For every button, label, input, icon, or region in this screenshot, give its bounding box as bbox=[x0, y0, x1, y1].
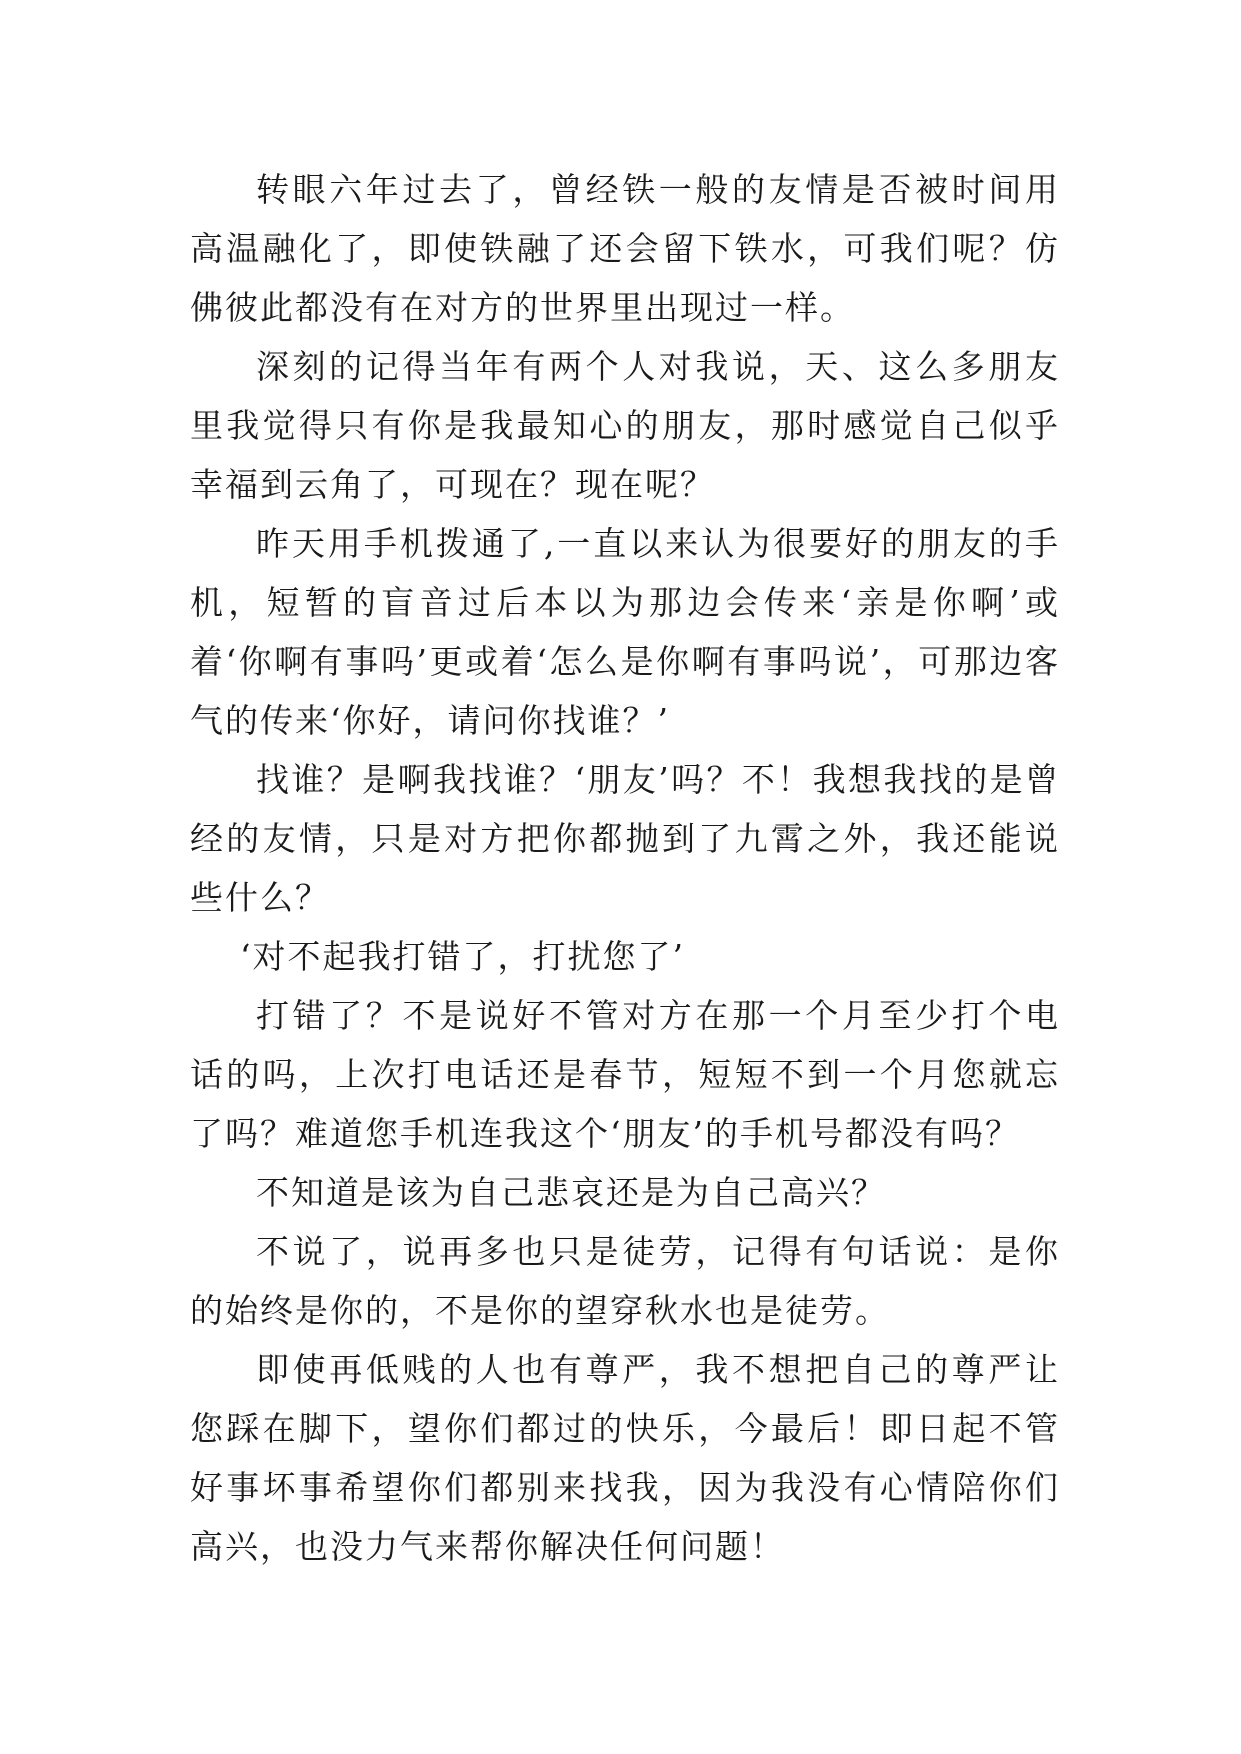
paragraph: 即使再低贱的人也有尊严，我不想把自己的尊严让您踩在脚下，望你们都过的快乐，今最后！即日起不管好事坏事希望你们都别来找我，因为我没有心情陪你们高兴，也没力气来帮你解决任何问题！ bbox=[190, 1350, 1060, 1566]
paragraph: 昨天用手机拨通了,一直以来认为很要好的朋友的手机，短暂的盲音过后本以为那边会传来‘亲是你啊’或着‘你啊有事吗’更或着‘怎么是你啊有事吗说’，可那边客气的传来‘你好，请问你找谁？’ bbox=[190, 524, 1060, 740]
document-body bbox=[190, 160, 1060, 1576]
paragraph: 转眼六年过去了，曾经铁一般的友情是否被时间用高温融化了，即使铁融了还会留下铁水，可我们呢？仿佛彼此都没有在对方的世界里出现过一样。 bbox=[190, 170, 1060, 327]
paragraph: ‘对不起我打错了，打扰您了’ bbox=[240, 937, 685, 976]
paragraph: 深刻的记得当年有两个人对我说，天、这么多朋友里我觉得只有你是我最知心的朋友，那时感觉自己似乎幸福到云角了，可现在？现在呢？ bbox=[190, 347, 1060, 504]
paragraph: 打错了？不是说好不管对方在那一个月至少打个电话的吗，上次打电话还是春节，短短不到一个月您就忘了吗？难道您手机连我这个‘朋友’的手机号都没有吗？ bbox=[190, 996, 1060, 1153]
paragraph: 不说了，说再多也只是徒劳，记得有句话说：是你的始终是你的，不是你的望穿秋水也是徒劳。 bbox=[190, 1232, 1060, 1330]
paragraph: 不知道是该为自己悲哀还是为自己高兴？ bbox=[256, 1173, 886, 1212]
paragraph: 找谁？是啊我找谁？‘朋友’吗？不！我想我找的是曾经的友情，只是对方把你都抛到了九霄之外，我还能说些什么？ bbox=[190, 760, 1060, 917]
